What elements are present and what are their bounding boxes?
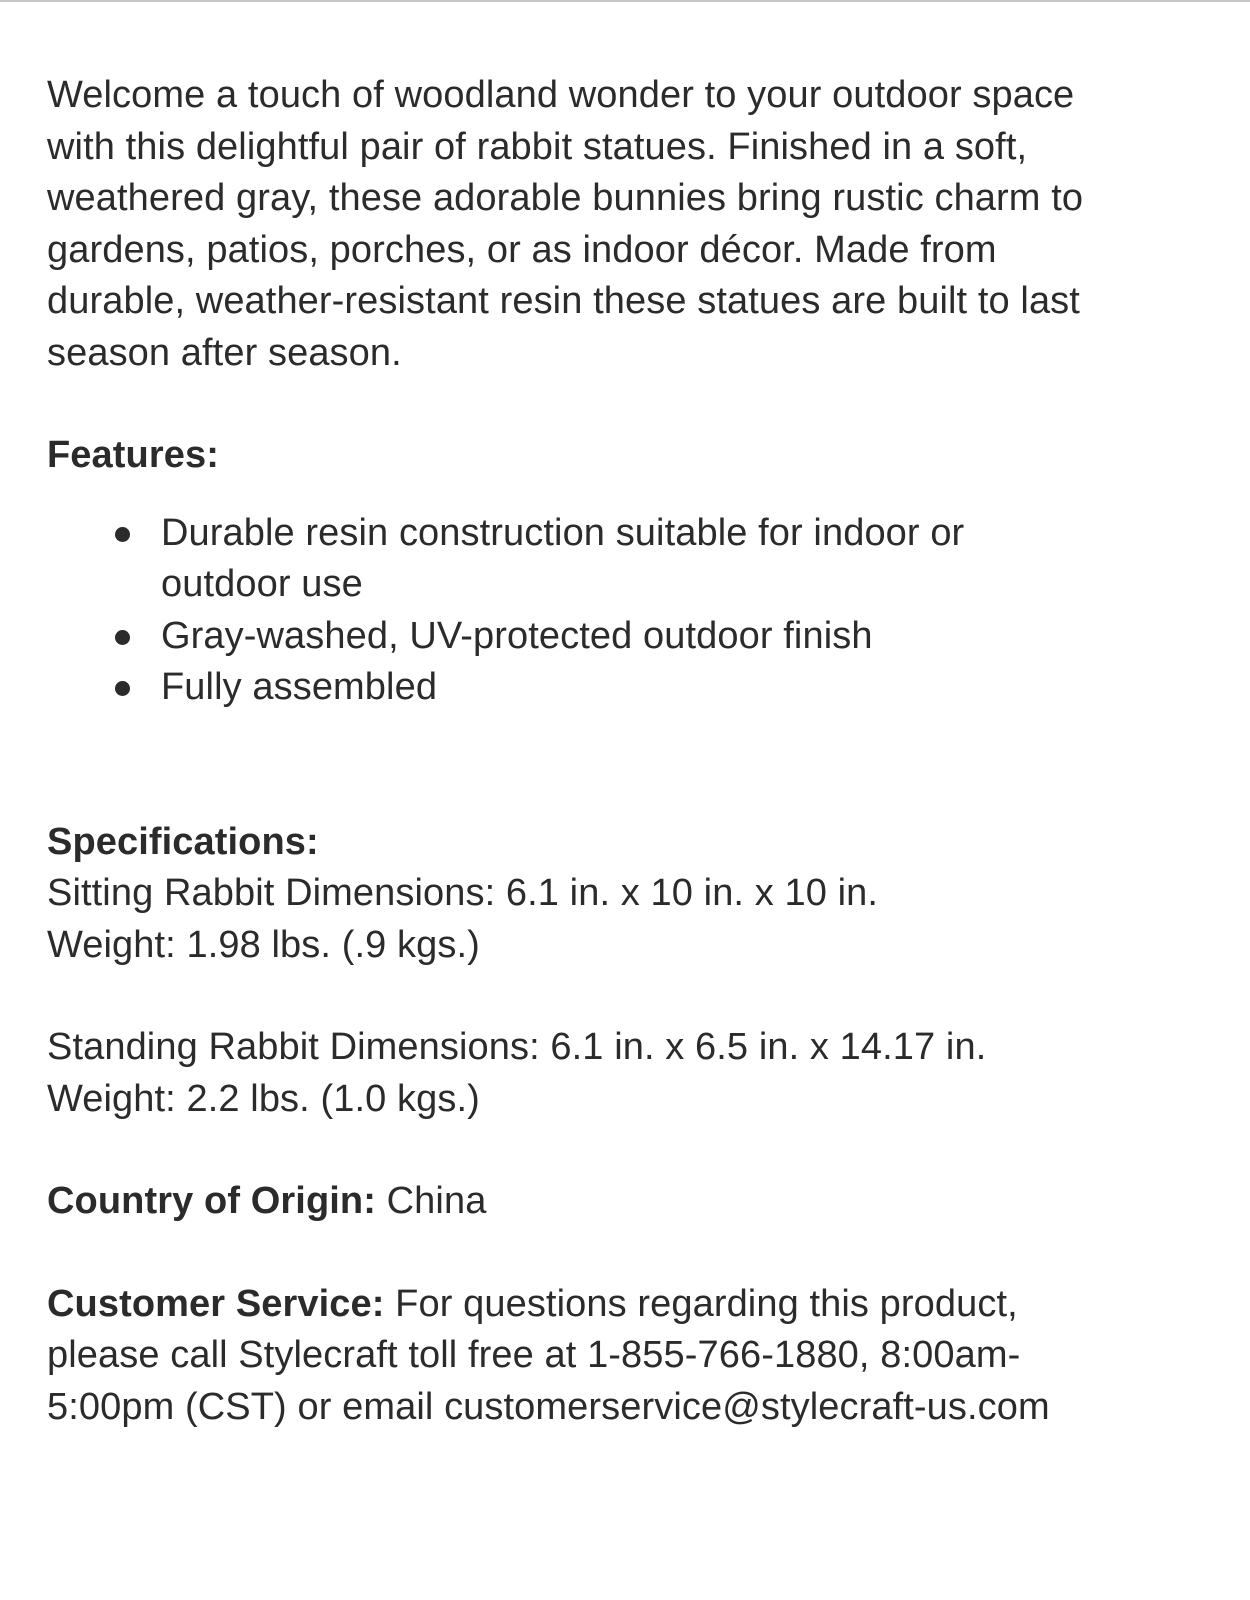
intro-line: durable, weather-resistant resin these statues are built to last xyxy=(47,280,1080,322)
specifications-heading: Specifications: xyxy=(47,820,319,863)
intro-paragraph xyxy=(47,70,1197,379)
product-description xyxy=(47,70,1197,1433)
customer-service-line: please call Stylecraft toll free at 1-855-766-1880, 8:00am- xyxy=(47,1334,1021,1376)
sitting-rabbit-weight: Weight: 1.98 lbs. (.9 kgs.) xyxy=(47,923,480,966)
standing-rabbit-weight: Weight: 2.2 lbs. (1.0 kgs.) xyxy=(47,1077,480,1120)
customer-service xyxy=(47,1279,1197,1434)
feature-item xyxy=(161,611,1061,663)
country-of-origin-label: Country of Origin: xyxy=(47,1180,376,1222)
feature-text: Durable resin construction suitable for indoor or xyxy=(161,511,965,554)
feature-item xyxy=(161,662,1061,714)
intro-line: with this delightful pair of rabbit statues. Finished in a soft, xyxy=(47,125,1028,168)
features-heading: Features: xyxy=(47,434,219,476)
country-of-origin xyxy=(47,1176,1197,1228)
feature-text: outdoor use xyxy=(161,563,363,605)
customer-service-label: Customer Service: xyxy=(47,1282,385,1325)
intro-line: gardens, patios, porches, or as indoor décor. Made from xyxy=(47,228,997,271)
intro-line: weathered gray, these adorable bunnies bring rustic charm to xyxy=(47,177,1084,219)
intro-line: Welcome a touch of woodland wonder to your outdoor space xyxy=(47,74,1075,116)
customer-service-text: For questions regarding this product, xyxy=(384,1282,1018,1325)
standing-rabbit-dimensions: Standing Rabbit Dimensions: 6.1 in. x 6.5 in. x 14.17 in. xyxy=(47,1026,987,1068)
feature-text: Gray-washed, UV-protected outdoor finish xyxy=(161,614,873,657)
feature-item xyxy=(161,508,1061,611)
customer-service-line xyxy=(47,1279,1197,1331)
top-divider xyxy=(0,0,1250,2)
country-of-origin-value: China xyxy=(375,1180,487,1222)
customer-service-line: 5:00pm (CST) or email customerservice@stylecraft-us.com xyxy=(47,1385,1050,1428)
features-list xyxy=(47,508,1197,714)
intro-line: season after season. xyxy=(47,331,402,374)
feature-text: Fully assembled xyxy=(161,666,438,708)
sitting-rabbit-dimensions: Sitting Rabbit Dimensions: 6.1 in. x 10 in. x 10 in. xyxy=(47,872,879,914)
